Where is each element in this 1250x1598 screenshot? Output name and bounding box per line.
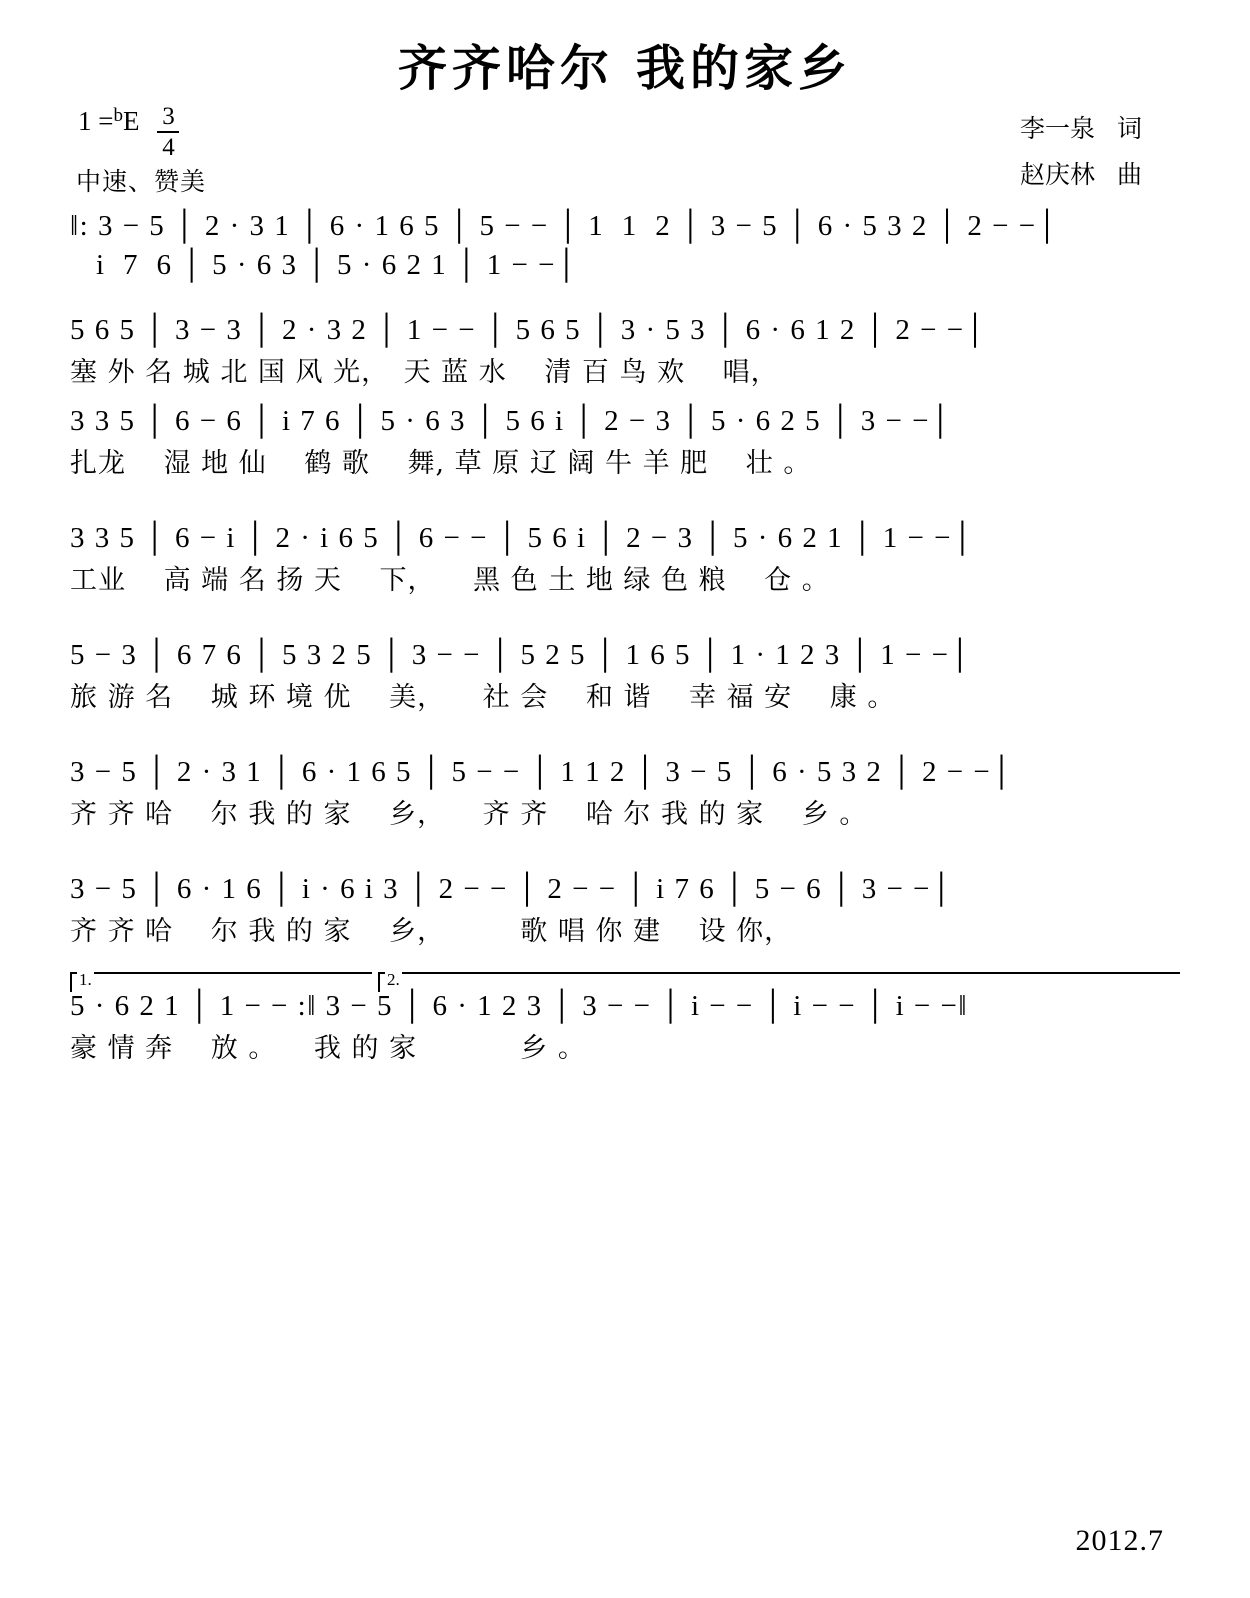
notation-line: 3 3 5 │ 6 − i │ 2 · i 6 5 │ 6 − − │ 5 6 i │ 2 − 3 │ 5 · 6 2 1 │ 1 − −│	[70, 521, 974, 554]
page-title: 齐齐哈尔 我的家乡	[397, 39, 853, 97]
music-system	[70, 756, 1180, 841]
notation-line: 3 − 5 │ 6 · 1 6 │ i · 6 i 3 │ 2 − − │ 2 − − │ i 7 6 │ 5 − 6 │ 3 − −│	[70, 872, 953, 905]
music-system	[70, 990, 1180, 1075]
notation-line: ‖: 3 − 5 │ 2 · 3 1 │ 6 · 1 6 5 │ 5 − − │ 1 1 2 │ 3 − 5 │ 6 · 5 3 2 │ 2 − −│	[70, 209, 1059, 242]
notation-line: 5 · 6 2 1 │ 1 − − :‖ 3 − 5 │ 6 · 1 2 3 │ 3 − − │ i − − │ i − − │ i − −‖	[70, 989, 969, 1022]
meter-denominator: 4	[162, 133, 175, 161]
second-ending-label: 2.	[387, 969, 400, 989]
lyrics-line: 扎龙 湿 地 仙 鹤 歌 舞, 草 原 辽 阔 牛 羊 肥 壮 。	[70, 447, 812, 479]
composer-name: 赵庆林	[1019, 160, 1095, 190]
notation-line: 5 − 3 │ 6 7 6 │ 5 3 2 5 │ 3 − − │ 5 2 5 │ 1 6 5 │ 1 · 1 2 3 │ 1 − −│	[70, 638, 972, 671]
lyrics-line: 工业 高 端 名 扬 天 下， 黑 色 土 地 绿 色 粮 仓 。	[70, 564, 830, 596]
lyricist-line	[1020, 106, 1142, 152]
music-system	[70, 522, 1180, 607]
music-system	[70, 405, 1180, 490]
first-ending-bracket	[70, 969, 372, 992]
lyrics-line: 旅 游 名 城 环 境 优 美， 社 会 和 谐 幸 福 安 康 。	[70, 681, 896, 713]
meter-divider	[157, 131, 179, 133]
lyricist-role: 词	[1116, 113, 1142, 143]
spacer	[70, 496, 1180, 522]
second-ending-bracket	[378, 969, 1180, 992]
key-letter: E	[122, 105, 140, 136]
composer-role: 曲	[1116, 160, 1142, 190]
spacer	[70, 847, 1180, 873]
spacer	[70, 613, 1180, 639]
music-system	[70, 873, 1180, 958]
volta-brackets	[0, 964, 1250, 990]
notation-line: i 7 6 │ 5 · 6 3 │ 5 · 6 2 1 │ 1 − −│	[96, 248, 579, 281]
first-ending-label: 1.	[79, 969, 92, 989]
music-system	[70, 249, 1180, 282]
music-system	[70, 210, 1180, 243]
credits	[1020, 106, 1142, 199]
lyrics-line: 齐 齐 哈 尔 我 的 家 乡， 齐 齐 哈 尔 我 的 家 乡 。	[70, 798, 868, 830]
notation-line: 3 3 5 │ 6 − 6 │ i 7 6 │ 5 · 6 3 │ 5 6 i │ 2 − 3 │ 5 · 6 2 5 │ 3 − −│	[70, 404, 952, 437]
spacer	[70, 288, 1180, 314]
music-system	[70, 314, 1180, 399]
lyrics-line: 塞 外 名 城 北 国 风 光， 天 蓝 水 清 百 鸟 欢 唱，	[70, 356, 779, 388]
spacer	[70, 730, 1180, 756]
flat-symbol: b	[113, 104, 123, 126]
composition-date: 2012.7	[1075, 1524, 1164, 1557]
header-info	[0, 100, 1250, 210]
tempo-marking: 中速、赞美	[76, 166, 207, 196]
notation-line: 5 6 5 │ 3 − 3 │ 2 · 3 2 │ 1 − − │ 5 6 5 │ 3 · 5 3 │ 6 · 6 1 2 │ 2 − −│	[70, 313, 987, 346]
music-system	[70, 639, 1180, 724]
key-prefix: 1 =	[78, 105, 114, 136]
lyrics-line: 齐 齐 哈 尔 我 的 家 乡， 歌 唱 你 建 设 你，	[70, 915, 793, 947]
key-signature	[78, 104, 179, 160]
notation-line: 3 − 5 │ 2 · 3 1 │ 6 · 1 6 5 │ 5 − − │ 1 1 2 │ 3 − 5 │ 6 · 5 3 2 │ 2 − −│	[70, 755, 1014, 788]
lyrics-line: 豪 情 奔 放 。 我 的 家 乡 。	[70, 1032, 586, 1064]
time-signature	[157, 104, 179, 160]
meter-numerator: 3	[162, 102, 175, 130]
music-systems	[0, 210, 1250, 958]
music-systems-final	[0, 990, 1250, 1075]
lyricist-name: 李一泉	[1019, 113, 1095, 143]
composer-line	[1020, 152, 1142, 198]
